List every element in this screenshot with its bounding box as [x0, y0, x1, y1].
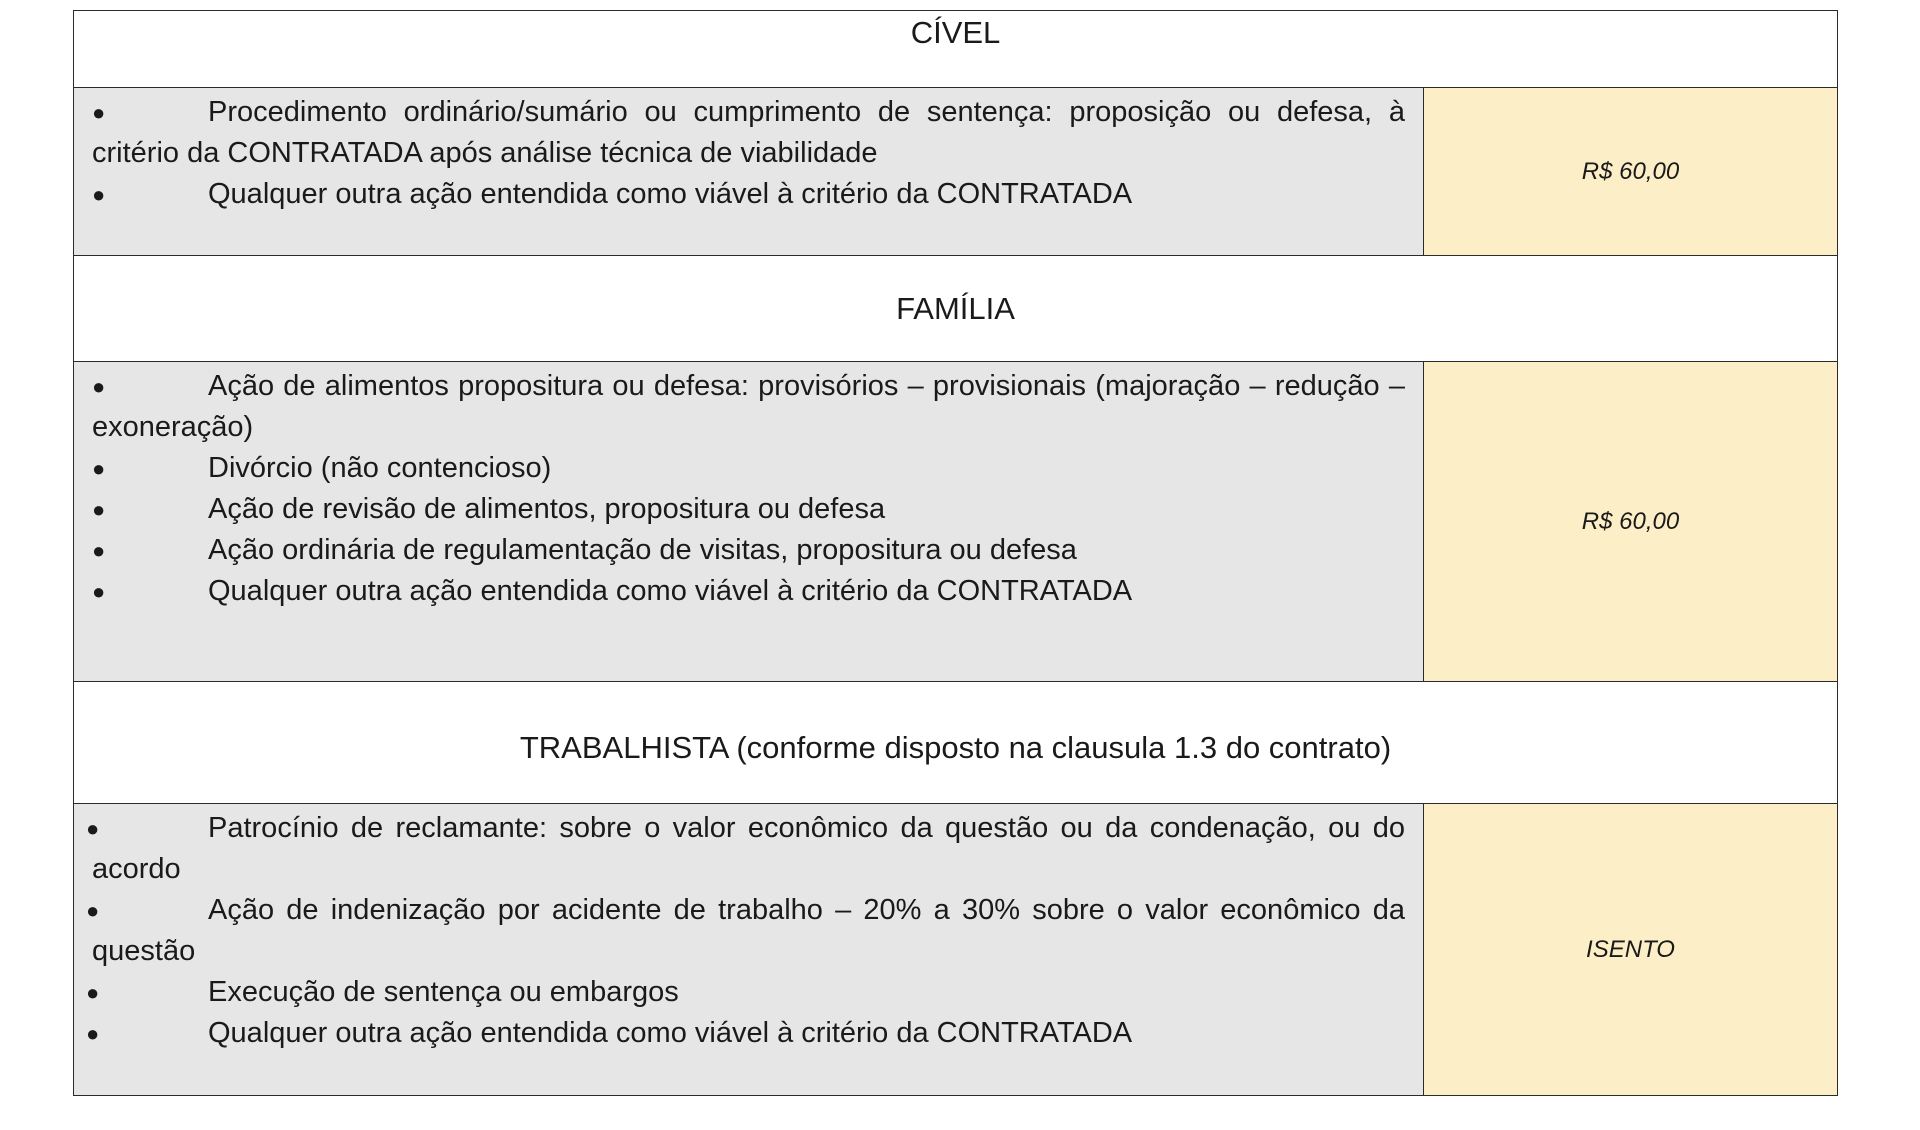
- list-item: ● Qualquer outra ação entendida como viável à critério da CONTRATADA: [92, 1013, 1405, 1054]
- items-cell: [74, 804, 1424, 1096]
- section-header-trabalhista: [74, 682, 1838, 804]
- list-item: ● Ação de alimentos propositura ou defesa: provisórios – provisionais (majoração – redução – exoneração): [92, 366, 1405, 448]
- bullet-icon: ●: [86, 816, 100, 841]
- price-value: R$ 60,00: [1424, 88, 1838, 256]
- bullet-icon: ●: [86, 898, 100, 923]
- bullet-icon: ●: [92, 538, 106, 563]
- fee-table: [73, 10, 1838, 1096]
- bullet-icon: ●: [92, 182, 106, 207]
- items-cell: [74, 88, 1424, 256]
- list-item: ● Execução de sentença ou embargos: [92, 972, 1405, 1013]
- bullet-icon: ●: [92, 497, 106, 522]
- section-title: TRABALHISTA (conforme disposto na clausula 1.3 do contrato): [74, 682, 1838, 804]
- list-item: ● Procedimento ordinário/sumário ou cumprimento de sentença: proposição ou defesa, à critério da CONTRATADA após análise técnica de viabilidade: [92, 92, 1405, 174]
- section-title: CÍVEL: [74, 11, 1838, 88]
- section-row-trabalhista: [74, 804, 1838, 1096]
- bullet-icon: ●: [92, 100, 106, 125]
- section-title: FAMÍLIA: [74, 256, 1838, 362]
- list-item: ● Divórcio (não contencioso): [92, 448, 1405, 489]
- bullet-icon: ●: [92, 374, 106, 399]
- section-header-civel: [74, 11, 1838, 88]
- item-list: [74, 88, 1423, 215]
- list-item: ● Ação de indenização por acidente de trabalho – 20% a 30% sobre o valor econômico da questão: [92, 890, 1405, 972]
- section-header-familia: [74, 256, 1838, 362]
- bullet-icon: ●: [86, 1021, 100, 1046]
- items-cell: [74, 362, 1424, 682]
- list-item: ● Ação de revisão de alimentos, propositura ou defesa: [92, 489, 1405, 530]
- bullet-icon: ●: [86, 980, 100, 1005]
- item-list: [74, 804, 1423, 1054]
- section-row-familia: [74, 362, 1838, 682]
- bullet-icon: ●: [92, 456, 106, 481]
- list-item: ● Patrocínio de reclamante: sobre o valor econômico da questão ou da condenação, ou do acordo: [92, 808, 1405, 890]
- price-value: R$ 60,00: [1424, 362, 1838, 682]
- bullet-icon: ●: [92, 579, 106, 604]
- item-list: [74, 362, 1423, 612]
- price-value: ISENTO: [1424, 804, 1838, 1096]
- list-item: ● Qualquer outra ação entendida como viável à critério da CONTRATADA: [92, 571, 1405, 612]
- list-item: ● Qualquer outra ação entendida como viável à critério da CONTRATADA: [92, 174, 1405, 215]
- list-item: ● Ação ordinária de regulamentação de visitas, propositura ou defesa: [92, 530, 1405, 571]
- section-row-civel: [74, 88, 1838, 256]
